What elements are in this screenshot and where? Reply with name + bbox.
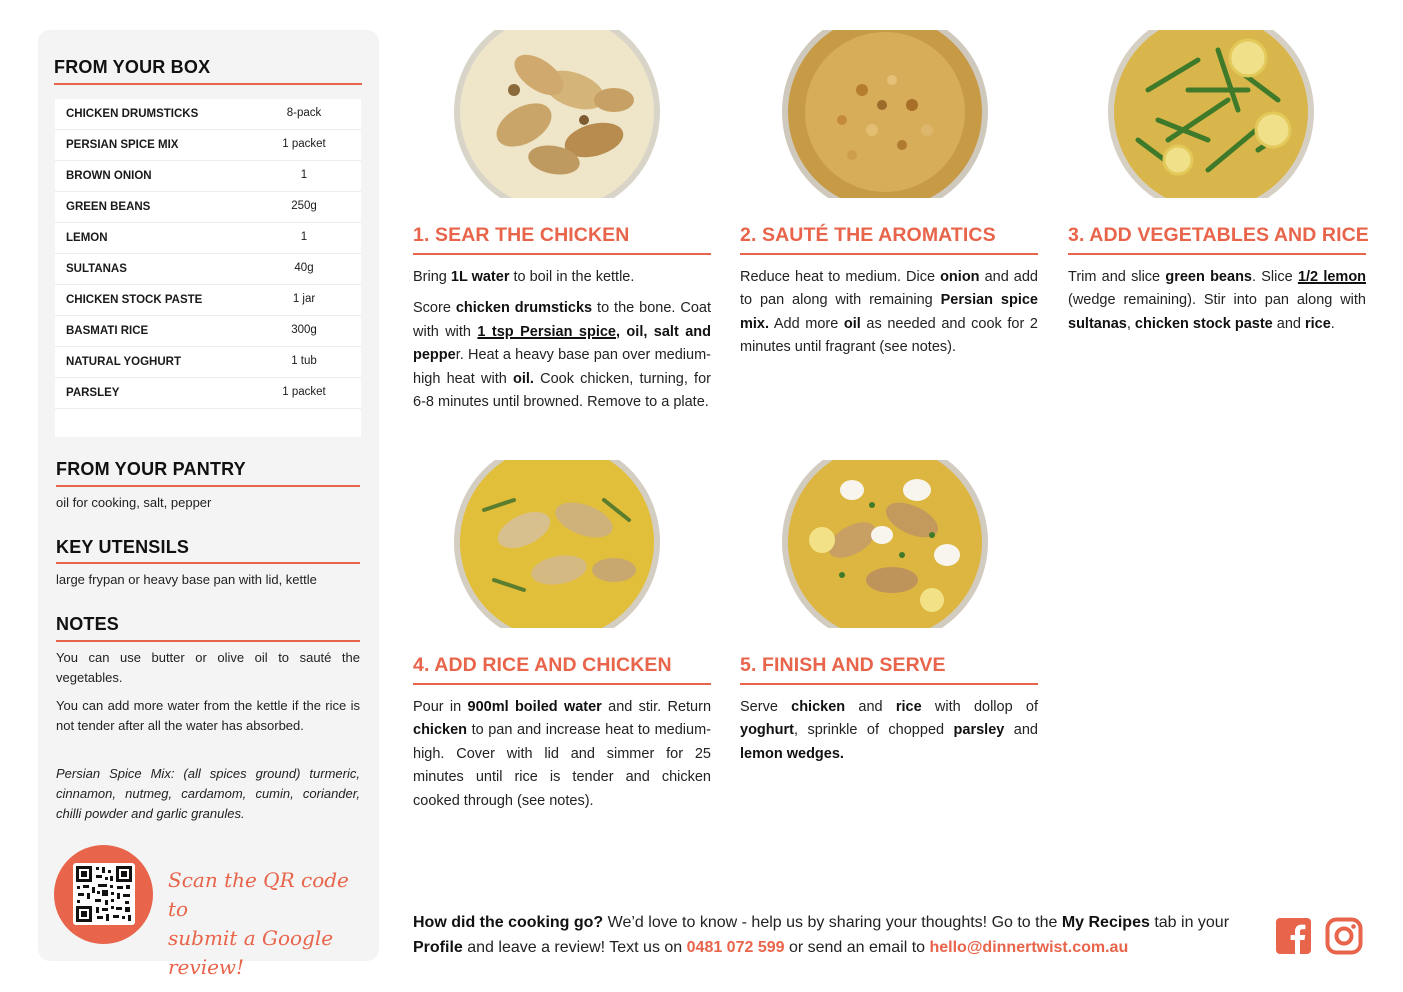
step-2-rule (740, 253, 1038, 255)
table-row (55, 254, 361, 285)
pantry-title: FROM YOUR PANTRY (56, 459, 246, 479)
ingredient-qty: 300g (291, 324, 317, 336)
step-1-rule (413, 253, 711, 255)
table-row (55, 99, 361, 130)
pantry-text: oil for cooking, salt, pepper (56, 495, 212, 510)
note-2: You can add more water from the kettle if the rice is not tender after all the water has absorbed. (56, 698, 360, 733)
step-5-title: 5. FINISH AND SERVE (740, 654, 946, 676)
step-5-body: Serve chicken and rice with dollop of yoghurt, sprinkle of chopped parsley and lemon wedges. (740, 699, 1038, 762)
step-3-rule (1068, 253, 1366, 255)
ingredient-name: LEMON (66, 232, 108, 244)
qr-badge[interactable] (54, 845, 153, 944)
facebook-icon[interactable] (1276, 917, 1313, 956)
phone-link[interactable]: 0481 072 599 (686, 939, 785, 956)
footer-question: How did the cooking go? (413, 914, 604, 931)
table-row (55, 161, 361, 192)
table-row (55, 130, 361, 161)
ingredient-qty: 1 jar (292, 293, 316, 305)
table-row (55, 316, 361, 347)
step-2-photo (782, 30, 988, 198)
notes-rule (56, 640, 360, 642)
utensils-title: KEY UTENSILS (56, 537, 190, 557)
qr-line-2: submit a Google review! (168, 926, 334, 979)
step-4-body: Pour in 900ml boiled water and stir. Return chicken to pan and increase heat to medium-high. Cover with lid and simmer for 25 minutes until rice is tender and chicken cooked through (see notes). (413, 699, 712, 809)
ingredient-name: CHICKEN DRUMSTICKS (66, 108, 199, 120)
table-row (55, 378, 361, 409)
qr-code-icon (73, 863, 135, 925)
table-row (55, 192, 361, 223)
step-1-photo (454, 30, 660, 198)
ingredient-name: CHICKEN STOCK PASTE (66, 294, 203, 306)
ingredient-qty: 1 packet (282, 138, 326, 150)
ingredient-qty: 8-pack (286, 107, 322, 119)
note-3: Persian Spice Mix: (all spices ground) turmeric, cinnamon, nutmeg, cardamom, cumin, coriander, chilli powder and garlic granules. (56, 766, 360, 821)
ingredient-name: BASMATI RICE (66, 325, 149, 337)
step-1-body: Bring 1L water to boil in the kettle. Score chicken drumsticks to the bone. Coat with with 1 tsp Persian spice, oil, salt and pepper. Heat a heavy base pan over medium-high heat with oil. Cook chicken, turning, for 6-8 minutes until browned. Remove to a plate. (413, 269, 711, 411)
step-5-rule (740, 683, 1038, 685)
table-row (55, 347, 361, 378)
profile-label: Profile (413, 939, 463, 956)
qr-review-prompt (168, 866, 368, 982)
step-4-rule (413, 683, 711, 685)
table-row (55, 223, 361, 254)
step-1-title: 1. SEAR THE CHICKEN (413, 224, 630, 246)
notes-title: NOTES (56, 614, 120, 634)
ingredients-table (55, 99, 361, 437)
ingredient-qty: 1 packet (282, 386, 326, 398)
ingredient-name: GREEN BEANS (66, 201, 151, 213)
step-2-title: 2. SAUTÉ THE AROMATICS (740, 224, 996, 246)
box-title: FROM YOUR BOX (54, 57, 211, 77)
ingredient-name: BROWN ONION (66, 170, 152, 182)
step-2-body: Reduce heat to medium. Dice onion and add to pan along with remaining Persian spice mix. Add more oil as needed and cook for 2 minutes until fragrant (see notes). (740, 269, 1038, 356)
box-title-rule (54, 83, 362, 85)
step-3-body: Trim and slice green beans. Slice 1/2 lemon (wedge remaining). Stir into pan along with sultanas, chicken stock paste and rice. (1068, 269, 1367, 332)
step-3-title: 3. ADD VEGETABLES AND RICE (1068, 224, 1369, 246)
ingredient-qty: 1 tub (291, 355, 317, 367)
ingredient-qty: 1 (300, 231, 308, 243)
step-4-photo (454, 460, 660, 628)
qr-line-1: Scan the QR code to (168, 868, 349, 921)
ingredient-qty: 1 (300, 169, 308, 181)
review-footer: How did the cooking go? We’d love to know - help us by sharing your thoughts! Go to the My Recipes tab in your Profile and leave a review! Text us on 0481 072 599 or send an email to hello@dinnertwist.com.au (413, 914, 1230, 956)
ingredient-name: PERSIAN SPICE MIX (66, 139, 179, 151)
instagram-icon[interactable] (1325, 917, 1362, 956)
step-3-photo (1108, 30, 1314, 198)
ingredient-name: NATURAL YOGHURT (66, 356, 181, 368)
ingredient-qty: 250g (291, 200, 317, 212)
email-link[interactable]: hello@dinnertwist.com.au (929, 939, 1129, 956)
ingredient-qty: 40g (294, 262, 314, 274)
ingredient-name: PARSLEY (66, 387, 120, 399)
note-1: You can use butter or olive oil to sauté the vegetables. (56, 650, 360, 685)
ingredient-name: SULTANAS (66, 263, 127, 275)
step-5-photo (782, 460, 988, 628)
utensils-text: large frypan or heavy base pan with lid, kettle (56, 572, 317, 587)
pantry-rule (56, 485, 360, 487)
table-row (55, 285, 361, 316)
utensils-rule (56, 562, 360, 564)
my-recipes-label: My Recipes (1061, 914, 1150, 931)
step-4-title: 4. ADD RICE AND CHICKEN (413, 654, 672, 676)
